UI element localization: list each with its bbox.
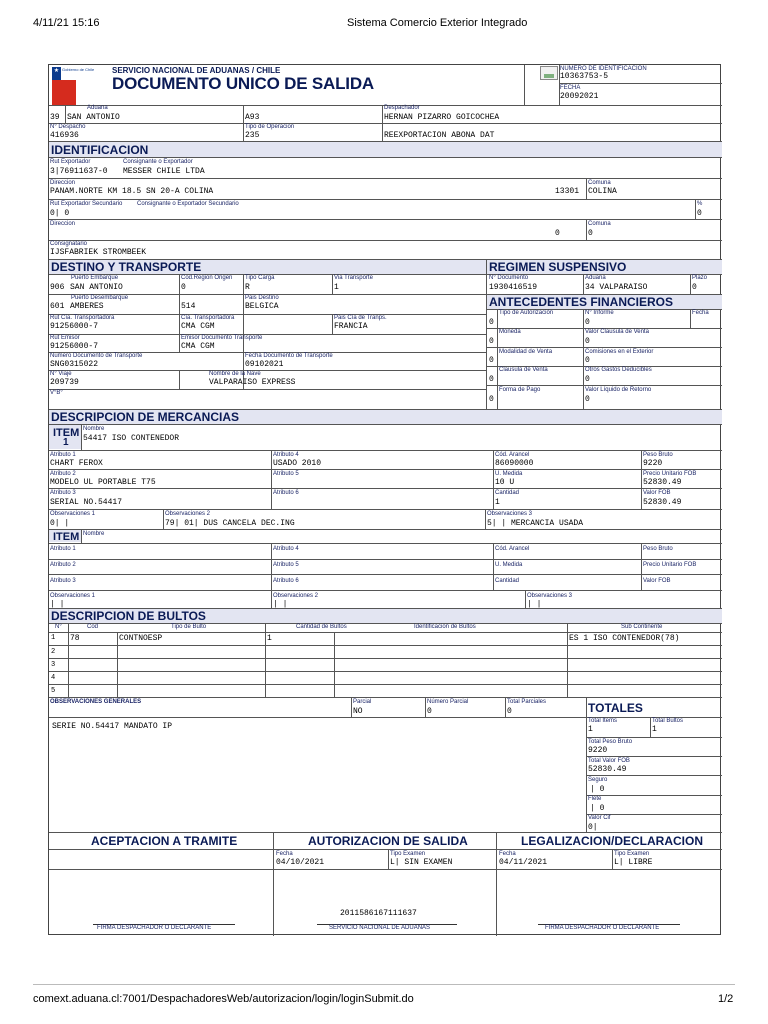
puerto-desembarque-code: 601 xyxy=(50,302,65,311)
fecha-value: 20092021 xyxy=(560,92,599,101)
legalizacion-title: LEGALIZACION/DECLARACION xyxy=(521,834,703,848)
valor-clausula-label: Valor Clausula de Venta xyxy=(585,329,649,335)
bultos-row-4-n: 4 xyxy=(51,674,56,682)
tipo-autorizacion-value: 0 xyxy=(489,318,494,327)
numero-value: 10363753-5 xyxy=(560,72,609,81)
forma-pago-value: 0 xyxy=(489,395,494,404)
consignante-value: MESSER CHILE LTDA xyxy=(123,167,205,176)
total-bultos-value: 1 xyxy=(652,725,657,734)
cod-region-label: Cod.Region Origen xyxy=(181,275,233,281)
despacho-label: N° Despacho xyxy=(50,124,86,130)
parcial-value: NO xyxy=(353,707,363,716)
identificacion-title: IDENTIFICACION xyxy=(51,143,149,157)
cod-region-value: 0 xyxy=(181,283,186,292)
aceptacion-title: ACEPTACION A TRAMITE xyxy=(91,834,238,848)
item-2-obs-3-label: Observaciones 3 xyxy=(527,593,573,599)
via-transporte-label: Via Transporte xyxy=(334,275,373,281)
item-1-atributo-6-label: Atributo 6 xyxy=(273,490,299,496)
comisiones-label: Comisiones en el Exterior xyxy=(585,349,654,355)
barcode-image-icon xyxy=(540,66,558,80)
rut-cia-value: 91256000-7 xyxy=(50,322,99,331)
item-1-atributo-3-value: SERIAL NO.54417 xyxy=(50,498,123,507)
item-1-peso-value: 9220 xyxy=(643,459,663,468)
consignante-secundario-label: Consignante o Exportador Secundario xyxy=(137,201,239,207)
bultos-row-1-n: 1 xyxy=(51,634,56,642)
autorizacion-fecha-label: Fecha xyxy=(276,851,293,857)
item-2-peso-label: Peso Bruto xyxy=(643,546,673,552)
item-2-atributo-1-label: Atributo 1 xyxy=(50,546,76,552)
tipo-operacion-value: 235 xyxy=(245,131,260,140)
puerto-embarque-label: Puerto Embarque xyxy=(71,275,119,281)
print-url: comext.aduana.cl:7001/DespachadoresWeb/autorizacion/login/loginSubmit.do xyxy=(33,993,414,1005)
consignatario-value: IJSFABRIEK STROMBEEK xyxy=(50,248,147,257)
item-1-atributo-5-label: Atributo 5 xyxy=(273,471,299,477)
informe-fecha-label: Fecha xyxy=(692,310,709,316)
item-2-atributo-6-label: Atributo 6 xyxy=(273,578,299,584)
document-title: DOCUMENTO UNICO DE SALIDA xyxy=(112,74,374,93)
item-2-fob-label: Valor FOB xyxy=(643,578,671,584)
item-1-arancel-label: Cód. Arancel xyxy=(495,452,530,458)
agency-name: SERVICIO NACIONAL DE ADUANAS / CHILE xyxy=(112,66,281,75)
firma-despachador-1: FIRMA DESPACHADOR O DECLARANTE xyxy=(97,925,212,931)
puerto-desembarque-label: Puerto Desembarque xyxy=(71,295,129,301)
valor-clausula-value: 0 xyxy=(585,337,590,346)
firma-servicio-aduanas: SERVICIO NACIONAL DE ADUANAS xyxy=(329,925,431,931)
puerto-embarque-value: SAN ANTONIO xyxy=(70,283,123,292)
aduana-code: A93 xyxy=(245,113,260,122)
pais-destino-code: 514 xyxy=(181,302,196,311)
moneda-label: Moneda xyxy=(499,329,521,335)
item-1-fob-value: 52830.49 xyxy=(643,498,682,507)
total-fob-value: 52830.49 xyxy=(588,765,627,774)
viaje-value: 209739 xyxy=(50,378,79,387)
item-1-obs-2-label: Observaciones 2 xyxy=(165,511,211,517)
pais-destino-label: Pais Destino xyxy=(245,295,279,301)
rut-secundario-label: Rut Exportador Secundario xyxy=(50,201,123,207)
item-1-obs-3-label: Observaciones 3 xyxy=(487,511,533,517)
tipo-carga-label: Tipo Carga xyxy=(245,275,275,281)
puerto-desembarque-value: AMBERES xyxy=(70,302,104,311)
tipo-operacion-label: Tipo de Operacion xyxy=(245,124,295,130)
despacho-value: 416936 xyxy=(50,131,79,140)
rut-emisor-value: 91256000-7 xyxy=(50,342,99,351)
plazo-value: 0 xyxy=(692,283,697,292)
regimen-title: REGIMEN SUSPENSIVO xyxy=(489,260,627,274)
comuna-code: 13301 xyxy=(555,187,580,196)
clausula-label: Clausula de Venta xyxy=(499,367,548,373)
cif-value: 0| xyxy=(588,823,598,832)
despachador-label: Despachador xyxy=(384,105,420,111)
bultos-header-n: N° xyxy=(55,624,62,630)
item-2-obs-2-label: Observaciones 2 xyxy=(273,593,319,599)
emisor-value: CMA CGM xyxy=(181,342,215,351)
item-1-atributo-4-value: USADO 2010 xyxy=(273,459,322,468)
seguro-value: | 0 xyxy=(590,785,605,794)
otros-gastos-value: 0 xyxy=(585,375,590,384)
item-1-label: ITEM xyxy=(53,427,80,439)
item-1-medida-value: 10 U xyxy=(495,478,515,487)
item-2-precio-label: Precio Unitario FOB xyxy=(643,562,697,568)
region-code: 39 xyxy=(50,113,60,122)
tipo-autorizacion-label: Tipo de Autorización xyxy=(499,310,554,316)
seguro-label: Seguro xyxy=(588,777,608,783)
comuna-2-code: 0 xyxy=(555,229,560,238)
fecha-doc-transporte-value: 09102021 xyxy=(245,360,284,369)
item-1-nombre-value: 54417 ISO CONTENEDOR xyxy=(83,434,180,443)
total-bultos-label: Total Bultos xyxy=(652,718,684,724)
item-1-number: 1 xyxy=(63,437,69,448)
comuna-2-value: 0 xyxy=(588,229,593,238)
item-1-obs-2-value: 79| 01| DUS CANCELA DEC.ING xyxy=(165,519,295,528)
aduana-label: Aduana xyxy=(87,105,108,111)
print-title: Sistema Comercio Exterior Integrado xyxy=(347,17,528,29)
item-1-medida-label: U. Medida xyxy=(495,471,523,477)
barcode-number: 2011586167111637 xyxy=(340,909,417,918)
destino-title: DESTINO Y TRANSPORTE xyxy=(51,260,202,274)
numero-parcial-label: Número Parcial xyxy=(427,699,469,705)
bultos-row-1-cod: 78 xyxy=(70,634,80,643)
total-items-label: Total Items xyxy=(588,718,618,724)
bultos-row-3-n: 3 xyxy=(51,661,56,669)
item-1-arancel-value: 86090000 xyxy=(495,459,534,468)
total-peso-value: 9220 xyxy=(588,746,608,755)
porcentaje-value: 0 xyxy=(697,209,702,218)
total-fob-label: Total Valor FOB xyxy=(588,758,630,764)
gobierno-logo: ★ Gobierno de Chile xyxy=(52,67,76,105)
bultos-header-identificacion: Identificacion de Bultos xyxy=(414,624,476,630)
pais-destino-value: BELGICA xyxy=(245,302,279,311)
legalizacion-tipo-value: L| LIBRE xyxy=(614,858,653,867)
item-1-peso-label: Peso Bruto xyxy=(643,452,673,458)
item-2-obs-1-value: | | xyxy=(50,600,65,609)
rut-exportador-value: 3|76911637-0 xyxy=(50,167,108,176)
comuna-label: Comuna xyxy=(588,180,611,186)
fecha-label: FECHA xyxy=(560,85,581,91)
modalidad-value: 0 xyxy=(489,356,494,365)
item-1-atributo-3-label: Atributo 3 xyxy=(50,490,76,496)
comuna-value: COLINA xyxy=(588,187,617,196)
item-2-obs-1-label: Observaciones 1 xyxy=(50,593,96,599)
bultos-title: DESCRIPCION DE BULTOS xyxy=(51,609,206,623)
legalizacion-fecha-value: 04/11/2021 xyxy=(499,858,548,867)
consignante-label: Consignante o Exportador xyxy=(123,159,193,165)
rut-secundario-value: 0| 0 xyxy=(50,209,70,218)
informe-value: 0 xyxy=(585,318,590,327)
moneda-value: 0 xyxy=(489,337,494,346)
flete-label: Flete xyxy=(588,796,602,802)
item-2-arancel-label: Cód. Arancel xyxy=(495,546,530,552)
total-parciales-value: 0 xyxy=(507,707,512,716)
totales-title: TOTALES xyxy=(588,701,643,715)
item-1-fob-label: Valor FOB xyxy=(643,490,671,496)
flete-value: | 0 xyxy=(590,804,605,813)
comuna-2-label: Comuna xyxy=(588,221,611,227)
bultos-row-5-n: 5 xyxy=(51,687,56,695)
nave-value: VALPARAISO EXPRESS xyxy=(209,378,296,387)
bultos-header-tipo: Tipo de Bulto xyxy=(171,624,207,630)
puerto-embarque-code: 906 xyxy=(50,283,65,292)
rut-exportador-label: Rut Exportador xyxy=(50,159,91,165)
numero-doc-transporte-value: SNG0315022 xyxy=(50,360,99,369)
item-2-medida-label: U. Medida xyxy=(495,562,523,568)
legalizacion-fecha-label: Fecha xyxy=(499,851,516,857)
item-1-obs-1-label: Observaciones 1 xyxy=(50,511,96,517)
porcentaje-label: % xyxy=(697,201,703,207)
autorizacion-tipo-label: Tipo Examen xyxy=(390,851,426,857)
direccion-2-label: Direccion xyxy=(50,221,76,227)
dus-form xyxy=(48,64,721,935)
regimen-aduana-value: 34 VALPARAISO xyxy=(585,283,648,292)
bultos-row-1-subcontinente: ES 1 ISO CONTENEDOR(78) xyxy=(569,634,680,643)
forma-pago-label: Forma de Pago xyxy=(499,387,541,393)
regimen-aduana-label: Aduana xyxy=(585,275,606,281)
viaje-label: N° Viaje xyxy=(50,371,72,377)
item-1-atributo-2-value: MODELO UL PORTABLE T75 xyxy=(50,478,156,487)
item-2-cantidad-label: Cantidad xyxy=(495,578,520,584)
informe-label: N° Informe xyxy=(585,310,614,316)
otros-gastos-label: Otros Gastos Deducibles xyxy=(585,367,652,373)
pais-cia-label: Pais Cía de Tranps. xyxy=(334,315,387,321)
autorizacion-tipo-value: L| SIN EXAMEN xyxy=(390,858,453,867)
cia-transportadora-label: Cía. Transportadora xyxy=(181,315,235,321)
numero-label: NUMERO DE IDENTIFICACION xyxy=(560,66,647,72)
bultos-header-cod: Cod xyxy=(87,624,99,630)
vb-label: V°B° xyxy=(50,390,63,396)
item-1-nombre-label: Nombre xyxy=(83,426,105,432)
item-2-atributo-2-label: Atributo 2 xyxy=(50,562,76,568)
comisiones-value: 0 xyxy=(585,356,590,365)
tipo-operacion-desc: REEXPORTACION ABONA DAT xyxy=(384,131,495,140)
numero-doc-transporte-label: Numero Documento de Transporte xyxy=(50,353,143,359)
firma-despachador-2: FIRMA DESPACHADOR O DECLARANTE xyxy=(545,925,660,931)
via-transporte-value: 1 xyxy=(334,283,339,292)
direccion-value: PANAM.NORTE KM 18.5 SN 20-A COLINA xyxy=(50,187,214,196)
nave-label: Nombre de la Nave xyxy=(209,371,261,377)
pais-cia-value: FRANCIA xyxy=(334,322,368,331)
print-page-number: 1/2 xyxy=(718,993,734,1005)
item-1-cantidad-value: 1 xyxy=(495,498,500,507)
observaciones-text: SERIE NO.54417 MANDATO IP xyxy=(52,722,173,731)
item-1-precio-label: Precio Unitario FOB xyxy=(643,471,697,477)
cia-transportadora-value: CMA CGM xyxy=(181,322,215,331)
item-1-precio-value: 52830.49 xyxy=(643,478,682,487)
autorizacion-fecha-value: 04/10/2021 xyxy=(276,858,325,867)
despachador-value: HERNAN PIZARRO GOICOCHEA xyxy=(384,113,500,122)
bultos-row-1-cantidad: 1 xyxy=(267,634,272,643)
item-2-atributo-5-label: Atributo 5 xyxy=(273,562,299,568)
clausula-value: 0 xyxy=(489,375,494,384)
item-1-atributo-2-label: Atributo 2 xyxy=(50,471,76,477)
valor-liquido-label: Valor Líquido de Retorno xyxy=(585,387,652,393)
item-2-nombre-label: Nombre xyxy=(83,531,105,537)
item-1-obs-3-value: 5| | MERCANCIA USADA xyxy=(487,519,584,528)
item-1-cantidad-label: Cantidad xyxy=(495,490,520,496)
item-1-atributo-1-value: CHART FEROX xyxy=(50,459,103,468)
rut-cia-label: Rut Cía. Transportadora xyxy=(50,315,115,321)
item-1-atributo-4-label: Atributo 4 xyxy=(273,452,299,458)
item-2-label: ITEM xyxy=(53,531,80,543)
aduana-value: SAN ANTONIO xyxy=(67,113,120,122)
emisor-label: Emisor Documento Transporte xyxy=(181,335,263,341)
valor-liquido-value: 0 xyxy=(585,395,590,404)
cif-label: Valor Cif xyxy=(588,815,611,821)
item-1-atributo-1-label: Atributo 1 xyxy=(50,452,76,458)
item-2-obs-3-value: | | xyxy=(527,600,542,609)
mercancias-title: DESCRIPCION DE MERCANCIAS xyxy=(51,410,240,424)
bultos-row-1-tipo: CONTNOESP xyxy=(119,634,163,643)
observaciones-label: OBSERVACIONES GENERALES xyxy=(50,699,142,705)
bultos-header-subcontinente: Sub Continente xyxy=(621,624,663,630)
regimen-doc-label: N° Documento xyxy=(489,275,529,281)
tipo-carga-value: R xyxy=(245,283,250,292)
legalizacion-tipo-label: Tipo Examen xyxy=(614,851,650,857)
item-2-atributo-4-label: Atributo 4 xyxy=(273,546,299,552)
logo-text: Gobierno de Chile xyxy=(62,67,95,72)
modalidad-label: Modalidad de Venta xyxy=(499,349,553,355)
print-datetime: 4/11/21 15:16 xyxy=(33,17,100,29)
total-peso-label: Total Peso Bruto xyxy=(588,739,633,745)
plazo-label: Plazo xyxy=(692,275,708,281)
antecedentes-title: ANTECEDENTES FINANCIEROS xyxy=(489,295,674,309)
parcial-label: Parcial xyxy=(353,699,372,705)
fecha-doc-transporte-label: Fecha Documento de Transporte xyxy=(245,353,333,359)
item-2-obs-2-value: | | xyxy=(273,600,288,609)
item-1-obs-1-value: 0| | xyxy=(50,519,70,528)
total-parciales-label: Total Parciales xyxy=(507,699,547,705)
bultos-row-2-n: 2 xyxy=(51,648,56,656)
total-items-value: 1 xyxy=(588,725,593,734)
regimen-doc-value: 1930416519 xyxy=(489,283,538,292)
direccion-label: Direccion xyxy=(50,180,76,186)
autorizacion-title: AUTORIZACION DE SALIDA xyxy=(308,834,468,848)
item-2-atributo-3-label: Atributo 3 xyxy=(50,578,76,584)
consignatario-label: Consignatario xyxy=(50,241,88,247)
numero-parcial-value: 0 xyxy=(427,707,432,716)
rut-emisor-label: Rut Emisor xyxy=(50,335,80,341)
bultos-header-cantidad: Cantidad de Bultos xyxy=(296,624,347,630)
